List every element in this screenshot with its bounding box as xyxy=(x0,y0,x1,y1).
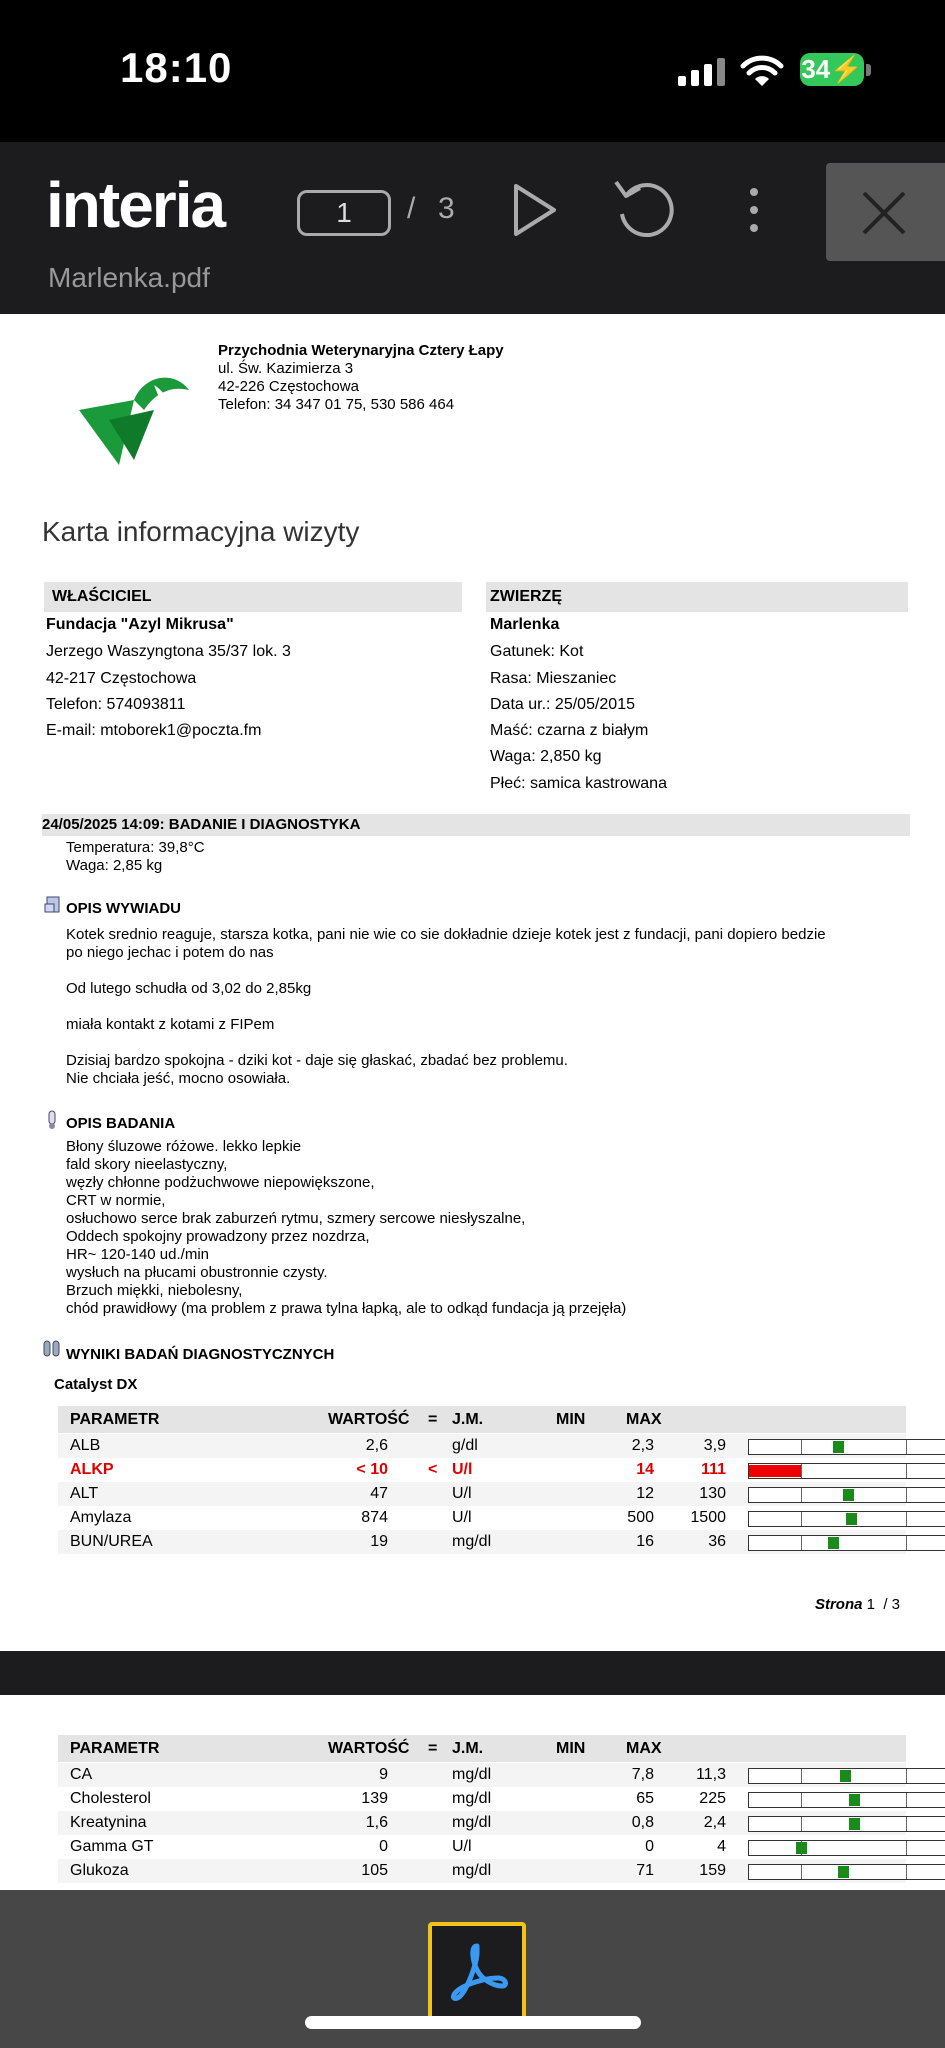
range-bar xyxy=(748,1816,945,1832)
cell-value: 47 xyxy=(370,1485,388,1502)
animal-header: ZWIERZĘ xyxy=(490,588,562,605)
visit-temp: Temperatura: 39,8°C xyxy=(66,839,205,856)
cell-param: BUN/UREA xyxy=(70,1533,153,1550)
cell-unit: mg/dl xyxy=(452,1766,492,1783)
range-marker xyxy=(840,1770,851,1782)
cell-min: 65 xyxy=(636,1790,654,1807)
exam-line: chód prawidłowy (ma problem z prawa tylna łapką, ale to odkąd fundacja ją przejęła) xyxy=(66,1300,627,1317)
cell-value: 1,6 xyxy=(365,1814,388,1831)
owner-email: E-mail: mtoborek1@poczta.fm xyxy=(46,722,262,739)
col-min: MIN xyxy=(556,1740,586,1757)
cell-min: 14 xyxy=(636,1461,654,1478)
cell-param: Amylaza xyxy=(70,1509,132,1526)
col-value: WARTOŚĆ xyxy=(328,1411,410,1428)
document-title: Karta informacyjna wizyty xyxy=(42,516,360,547)
cellular-signal-icon xyxy=(678,58,728,86)
visit-header: 24/05/2025 14:09: BADANIE I DIAGNOSTYKA xyxy=(42,816,361,833)
animal-breed: Rasa: Mieszaniec xyxy=(490,670,617,687)
table-row xyxy=(58,1458,906,1482)
exam-line: wysłuch na płucami obustronnie czysty. xyxy=(66,1264,328,1281)
exam-line: CRT w normie, xyxy=(66,1192,166,1209)
interview-line: Od lutego schudła od 3,02 do 2,85kg xyxy=(66,980,312,997)
test-tubes-icon xyxy=(42,1340,62,1358)
col-param: PARAMETR xyxy=(70,1411,160,1428)
cell-min: 7,8 xyxy=(631,1766,654,1783)
page-total: 3 xyxy=(438,192,455,225)
cell-max: 2,4 xyxy=(703,1814,726,1831)
cell-unit: mg/dl xyxy=(452,1790,492,1807)
cell-value: < 10 xyxy=(356,1461,388,1478)
cell-max: 4 xyxy=(717,1838,726,1855)
owner-header: WŁAŚCICIEL xyxy=(52,588,152,605)
range-bar xyxy=(748,1768,945,1784)
col-unit: J.M. xyxy=(452,1740,484,1757)
cell-max: 3,9 xyxy=(703,1437,726,1454)
cell-unit: g/dl xyxy=(452,1437,478,1454)
exam-line: HR~ 120-140 ud./min xyxy=(66,1246,209,1263)
cell-min: 500 xyxy=(627,1509,654,1526)
close-button[interactable] xyxy=(826,163,945,261)
cell-max: 1500 xyxy=(690,1509,726,1526)
cell-min: 0,8 xyxy=(631,1814,654,1831)
cell-max: 111 xyxy=(701,1461,726,1478)
clinic-name: Przychodnia Weterynaryjna Cztery Łapy xyxy=(218,342,504,359)
range-bar xyxy=(748,1511,945,1527)
range-marker xyxy=(749,1465,801,1477)
page-of: / 3 xyxy=(883,1596,900,1613)
cell-unit: U/l xyxy=(452,1838,472,1855)
results-device: Catalyst DX xyxy=(54,1376,138,1393)
clinic-city: 42-226 Częstochowa xyxy=(218,378,359,395)
animal-name: Marlenka xyxy=(490,616,560,633)
range-bar xyxy=(748,1487,945,1503)
cell-unit: U/l xyxy=(452,1509,472,1526)
acrobat-icon xyxy=(446,1940,508,2002)
exam-header: OPIS BADANIA xyxy=(66,1115,176,1132)
more-options-icon[interactable] xyxy=(748,186,760,234)
owner-city: 42-217 Częstochowa xyxy=(46,670,197,687)
clinic-street: ul. Św. Kazimierza 3 xyxy=(218,360,354,377)
owner-phone: Telefon: 574093811 xyxy=(46,696,186,713)
cell-min: 12 xyxy=(636,1485,654,1502)
range-bar xyxy=(748,1439,945,1455)
wifi-icon xyxy=(740,54,784,88)
pdf-page-1 xyxy=(0,314,945,1651)
cell-max: 159 xyxy=(699,1862,726,1879)
interview-line: Kotek srednio reaguje, starsza kotka, pani nie wie co sie dokładnie dzieje kotek jest z fundacji, pani dopiero bedzie xyxy=(66,926,826,943)
owner-address: Jerzego Waszyngtona 35/37 lok. 3 xyxy=(46,643,291,660)
exam-line: Błony śluzowe różowe. lekko lepkie xyxy=(66,1138,302,1155)
cell-max: 11,3 xyxy=(696,1766,726,1783)
rotate-icon[interactable] xyxy=(612,178,676,238)
col-max: MAX xyxy=(626,1411,662,1428)
animal-species: Gatunek: Kot xyxy=(490,643,584,660)
home-indicator[interactable] xyxy=(305,2016,641,2029)
page-gap xyxy=(0,1651,945,1695)
table-row xyxy=(58,1434,906,1458)
exam-line: węzły chłonne podżuchwowe niepowiększone, xyxy=(66,1174,375,1191)
exam-line: fald skory nieelastyczny, xyxy=(66,1156,228,1173)
owner-name: Fundacja "Azyl Mikrusa" xyxy=(46,616,234,633)
interview-icon xyxy=(44,896,62,914)
exam-line: Brzuch miękki, niebolesny, xyxy=(66,1282,243,1299)
range-marker xyxy=(843,1489,854,1501)
range-marker xyxy=(849,1794,860,1806)
document-filename: Marlenka.pdf xyxy=(48,262,210,293)
play-icon[interactable] xyxy=(510,182,560,238)
cell-param: Cholesterol xyxy=(70,1790,151,1807)
cell-value: 19 xyxy=(370,1533,388,1550)
table-row xyxy=(58,1859,906,1883)
exam-line: osłuchowo serce brak zaburzeń rytmu, szmery sercowe niesłyszalne, xyxy=(66,1210,526,1227)
col-value: WARTOŚĆ xyxy=(328,1740,410,1757)
cell-param: Glukoza xyxy=(70,1862,129,1879)
range-bar xyxy=(748,1535,945,1551)
animal-color: Maść: czarna z białym xyxy=(490,722,649,739)
battery-indicator: 34⚡ xyxy=(801,54,863,84)
cell-unit: U/l xyxy=(452,1485,472,1502)
cell-flag: < xyxy=(428,1461,438,1478)
table-row xyxy=(58,1506,906,1530)
clinic-logo xyxy=(74,370,194,470)
cell-param: Gamma GT xyxy=(70,1838,154,1855)
cell-param: ALT xyxy=(70,1485,99,1502)
thermometer-icon xyxy=(46,1110,58,1130)
col-param: PARAMETR xyxy=(70,1740,160,1757)
range-marker xyxy=(828,1537,839,1549)
cell-param: Kreatynina xyxy=(70,1814,147,1831)
clinic-phone: Telefon: 34 347 01 75, 530 586 464 xyxy=(218,396,455,413)
range-marker xyxy=(796,1842,807,1854)
range-marker xyxy=(838,1866,849,1878)
cell-min: 71 xyxy=(636,1862,654,1879)
table-row xyxy=(58,1787,906,1811)
table-row xyxy=(58,1811,906,1835)
table-row xyxy=(58,1835,906,1859)
interview-line: miała kontakt z kotami z FIPem xyxy=(66,1016,275,1033)
col-min: MIN xyxy=(556,1411,586,1428)
range-bar xyxy=(748,1840,945,1856)
page-separator: / xyxy=(407,192,416,225)
exam-line: Oddech spokojny prowadzony przez nozdrza, xyxy=(66,1228,370,1245)
cell-unit: mg/dl xyxy=(452,1533,492,1550)
animal-weight: Waga: 2,850 kg xyxy=(490,748,602,765)
cell-value: 9 xyxy=(379,1766,388,1783)
page-footer xyxy=(815,1596,900,1613)
range-bar xyxy=(748,1864,945,1880)
visit-weight: Waga: 2,85 kg xyxy=(66,857,163,874)
interview-header: OPIS WYWIADU xyxy=(66,900,181,917)
cell-value: 2,6 xyxy=(365,1437,388,1454)
status-time: 18:10 xyxy=(120,44,233,91)
interia-logo: interia xyxy=(46,169,225,241)
col-eq: = xyxy=(428,1740,438,1757)
interview-line: Dzisiaj bardzo spokojna - dziki kot - daje się głaskać, zbadać bez problemu. xyxy=(66,1052,568,1069)
page-label: Strona xyxy=(814,1596,863,1613)
close-icon xyxy=(854,183,914,243)
animal-sex: Płeć: samica kastrowana xyxy=(490,775,667,792)
interview-line: po niego jechac i potem do nas xyxy=(66,944,274,961)
battery-level: 34 xyxy=(801,54,831,84)
cell-unit: mg/dl xyxy=(452,1814,492,1831)
cell-max: 36 xyxy=(708,1533,726,1550)
range-bar xyxy=(748,1792,945,1808)
range-marker xyxy=(833,1441,844,1453)
cell-min: 0 xyxy=(645,1838,654,1855)
page-number-input[interactable]: 1 xyxy=(297,190,391,236)
interview-line: Nie chciała jeść, mocno osowiała. xyxy=(66,1070,291,1087)
cell-unit: U/l xyxy=(452,1461,473,1478)
col-eq: = xyxy=(428,1411,438,1428)
range-marker xyxy=(849,1818,860,1830)
cell-param: CA xyxy=(70,1766,93,1783)
range-marker xyxy=(846,1513,857,1525)
cell-param: ALKP xyxy=(70,1461,114,1478)
acrobat-button[interactable] xyxy=(428,1922,526,2020)
cell-param: ALB xyxy=(70,1437,101,1454)
cell-value: 0 xyxy=(379,1838,388,1855)
range-bar xyxy=(748,1463,945,1479)
col-max: MAX xyxy=(626,1740,662,1757)
page-num: 1 xyxy=(866,1596,875,1613)
table-row xyxy=(58,1763,906,1787)
cell-value: 874 xyxy=(361,1509,388,1526)
cell-max: 225 xyxy=(699,1790,726,1807)
cell-max: 130 xyxy=(699,1485,726,1502)
animal-dob: Data ur.: 25/05/2015 xyxy=(490,696,635,713)
cell-unit: mg/dl xyxy=(452,1862,492,1879)
cell-min: 16 xyxy=(636,1533,654,1550)
results-header: WYNIKI BADAŃ DIAGNOSTYCZNYCH xyxy=(66,1346,335,1363)
cell-value: 105 xyxy=(361,1862,388,1879)
table-row xyxy=(58,1482,906,1506)
table-row xyxy=(58,1530,906,1554)
cell-value: 139 xyxy=(361,1790,388,1807)
battery-nub xyxy=(866,64,871,76)
col-unit: J.M. xyxy=(452,1411,484,1428)
cell-min: 2,3 xyxy=(631,1437,654,1454)
